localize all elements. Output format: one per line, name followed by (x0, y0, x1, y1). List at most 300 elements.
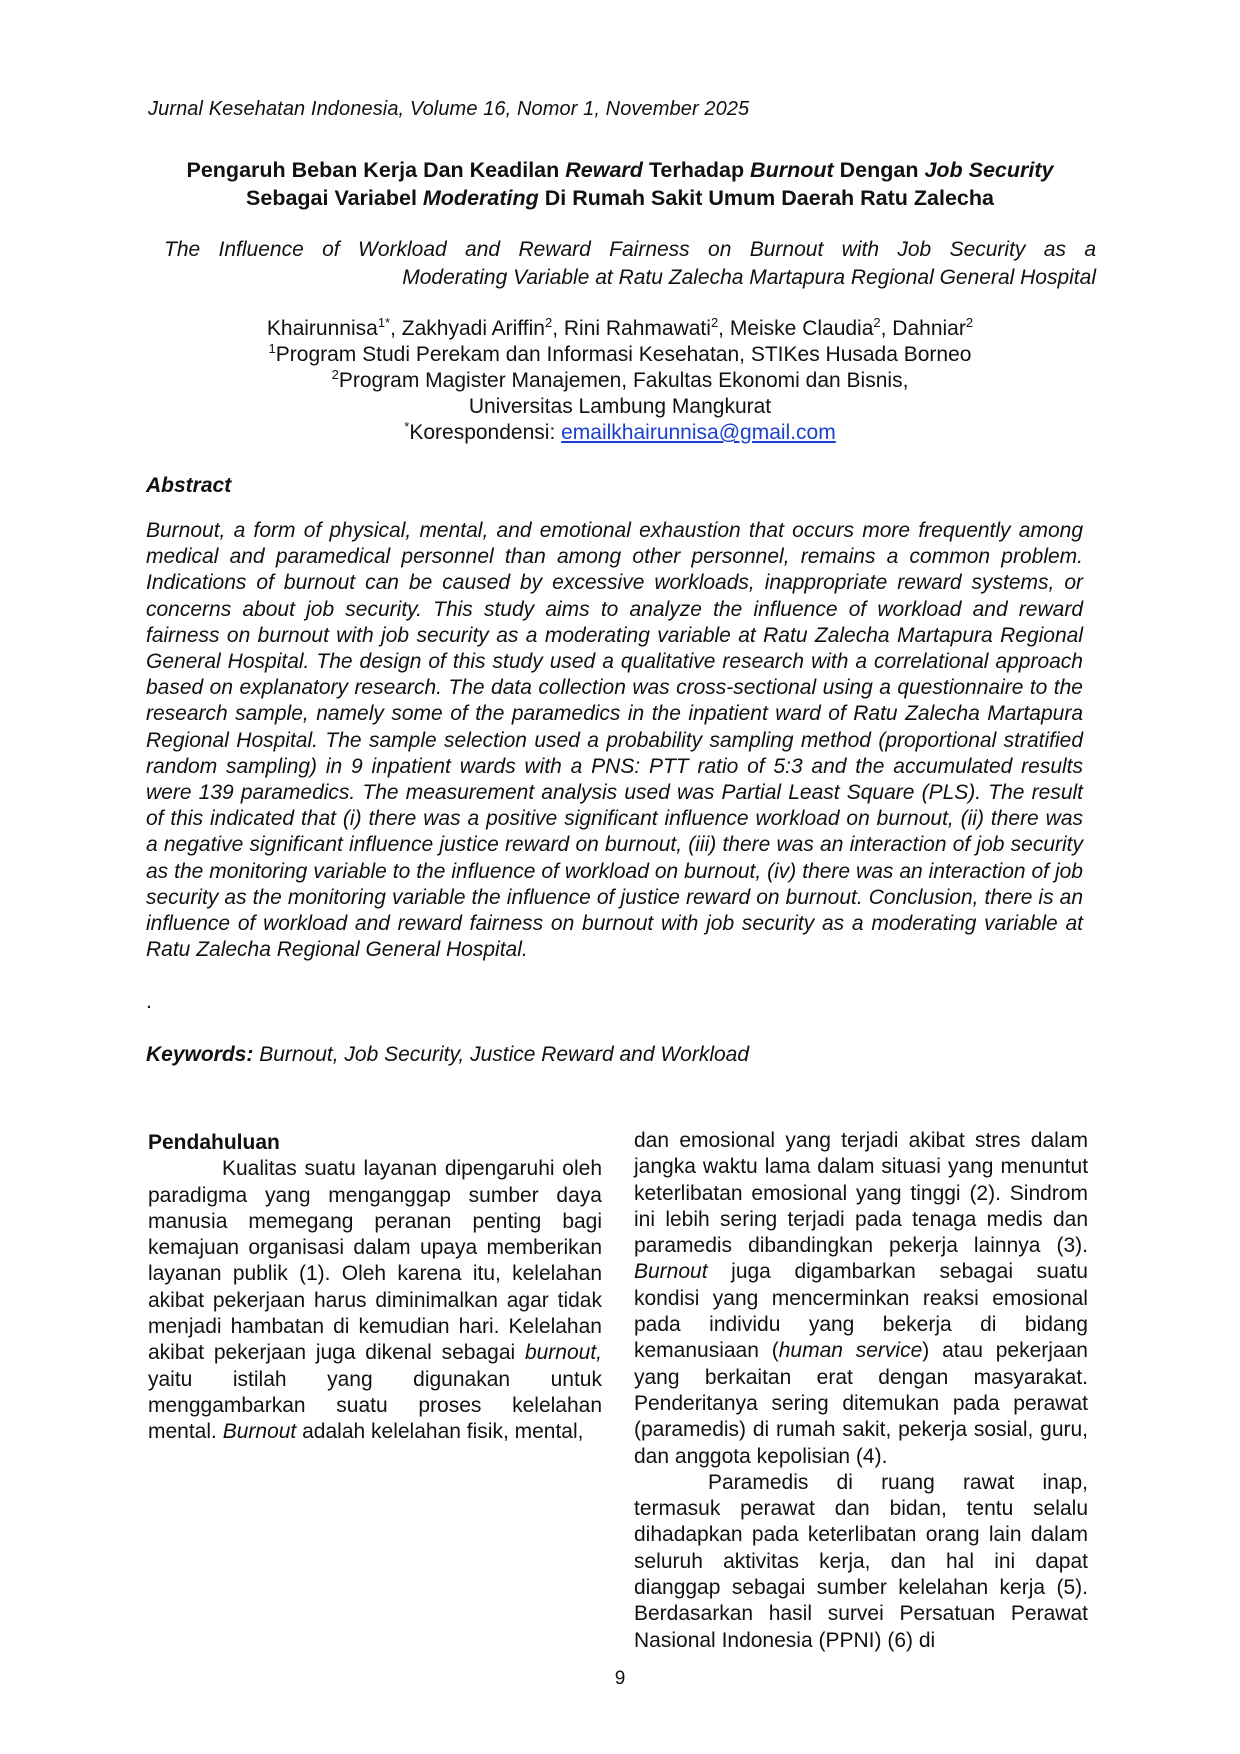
word: ini (994, 1549, 1016, 1573)
word (306, 1341, 316, 1364)
word (758, 1287, 771, 1310)
word (204, 1341, 214, 1364)
author-superscript: 2 (965, 315, 974, 330)
word: perawat (1013, 1391, 1088, 1415)
word (288, 1262, 299, 1285)
word (871, 1550, 891, 1573)
word: harus (313, 1288, 367, 1312)
word (941, 1155, 948, 1178)
word (501, 1262, 512, 1285)
word (996, 1313, 1024, 1336)
word (1040, 1234, 1056, 1257)
word: sumber (468, 1183, 539, 1207)
word: yang (712, 1286, 759, 1310)
word: stres (974, 1129, 1021, 1152)
word (720, 1576, 731, 1599)
word (935, 1471, 963, 1494)
word: untuk (550, 1367, 602, 1391)
word: juga (731, 1260, 771, 1284)
word (759, 1339, 772, 1362)
word (967, 1418, 974, 1441)
word: Indonesia (721, 1628, 813, 1652)
affiliation-superscript: 1 (268, 341, 276, 356)
word (388, 1394, 419, 1417)
word: Paramedis (708, 1470, 809, 1494)
word (720, 1497, 740, 1520)
correspondence (200, 420, 1040, 446)
intro-paragraph-2-continued (634, 1470, 1088, 1654)
word: individu (709, 1313, 781, 1337)
word: Kelelahan (508, 1315, 602, 1339)
word: organisasi (248, 1236, 345, 1260)
word: kemanusiaan (634, 1339, 759, 1363)
word (499, 1315, 508, 1338)
word (853, 1471, 881, 1494)
word: diminimalkan (375, 1288, 498, 1312)
word (917, 1523, 926, 1546)
author-name: , Zakhyadi Ariffin (390, 317, 545, 340)
word (777, 1208, 787, 1231)
word (227, 1210, 248, 1233)
word: dan (634, 1129, 670, 1152)
word: dalam (1030, 1523, 1089, 1547)
word (884, 1602, 900, 1625)
affiliation-text: Program Magister Manajemen, Fakultas Ekonomi dan Bisnis, (338, 369, 909, 392)
word (1001, 1182, 1010, 1205)
word: karena (397, 1262, 462, 1286)
word: pekerja (898, 1418, 968, 1442)
section-heading-pendahuluan: Pendahuluan (148, 1131, 280, 1154)
title-part: Terhadap (642, 158, 751, 182)
author-block (200, 316, 1040, 446)
affiliation-2-university: Universitas Lambung Mangkurat (468, 395, 772, 418)
word: atau (942, 1339, 983, 1363)
author-superscript: 1* (377, 315, 391, 330)
word: pada (751, 1523, 799, 1547)
word (799, 1523, 808, 1546)
word: manusia (148, 1209, 228, 1233)
word (980, 1523, 989, 1546)
word (1045, 1576, 1056, 1599)
word: human (778, 1339, 843, 1363)
body-column-left (148, 1130, 602, 1446)
word (947, 1497, 967, 1520)
word: di (333, 1315, 350, 1339)
word (462, 1262, 473, 1285)
word: kelelahan (898, 1576, 989, 1600)
word (909, 1287, 922, 1310)
word: ditemukan (842, 1391, 940, 1415)
word: pekerjaan (213, 1341, 307, 1365)
word: layanan (148, 1262, 222, 1286)
word (680, 1366, 705, 1389)
word: Kualitas (222, 1157, 297, 1181)
word: (5). (1056, 1576, 1088, 1600)
word: Oleh (341, 1262, 387, 1286)
word: memberikan (486, 1236, 603, 1260)
word: paradigma (148, 1183, 248, 1207)
word: ini (634, 1207, 656, 1231)
word (373, 1368, 414, 1391)
english-title (164, 236, 1096, 292)
word (873, 1234, 889, 1257)
word: paramedis (634, 1234, 733, 1258)
word: di (752, 1418, 770, 1442)
word: emosional (751, 1181, 848, 1205)
word (239, 1236, 248, 1259)
word (758, 1392, 772, 1415)
word: agar (506, 1288, 549, 1312)
word: bekerja (882, 1313, 952, 1337)
word: peranan (374, 1209, 452, 1233)
word: (3). (1056, 1234, 1088, 1258)
word: orang (925, 1523, 980, 1547)
word: dalam (817, 1155, 875, 1179)
word (222, 1315, 231, 1338)
word: kondisi (634, 1286, 700, 1310)
word (681, 1313, 709, 1336)
word (311, 1184, 329, 1207)
word: adalah (302, 1420, 366, 1444)
word: ) (922, 1339, 930, 1363)
word (247, 1184, 265, 1207)
word (669, 1129, 679, 1152)
word: situasi (881, 1155, 941, 1179)
word: (4). (855, 1444, 888, 1468)
word (843, 1339, 856, 1362)
correspondence-label: Korespondensi: (409, 421, 562, 444)
word (287, 1368, 328, 1391)
word: yaitu (148, 1367, 193, 1391)
title-emphasis: Burnout (750, 158, 834, 182)
word: ruang (881, 1470, 935, 1494)
word: layanan (363, 1157, 438, 1181)
affiliation-text: Program Studi Perekam dan Informasi Kesehatan, STIKes Husada Borneo (275, 343, 972, 366)
body-column-right (634, 1128, 1088, 1654)
word: Penderitanya (634, 1391, 758, 1415)
word: Perawat (1010, 1602, 1088, 1626)
word: selalu (1033, 1497, 1088, 1521)
word: suatu (336, 1393, 388, 1417)
word (549, 1289, 558, 1312)
word (353, 1210, 374, 1233)
word: bidang (1024, 1313, 1088, 1337)
word (411, 1236, 420, 1259)
word: dan (1052, 1207, 1089, 1231)
english-title-line-2: Moderating Variable at Ratu Zalecha Martapura Regional General Hospital (402, 266, 1096, 289)
word: Sindrom (1009, 1181, 1088, 1205)
word (1014, 1471, 1042, 1494)
word (902, 1208, 912, 1231)
word: dan (834, 1497, 870, 1521)
page-number: 9 (614, 1668, 626, 1689)
word: burnout, (524, 1341, 602, 1365)
word: (2). (969, 1181, 1001, 1205)
word (696, 1155, 703, 1178)
author-name: , Meiske Claudia (718, 317, 874, 340)
word: hal (945, 1549, 974, 1573)
word (995, 1602, 1011, 1625)
word (498, 1289, 507, 1312)
author-list (200, 316, 1040, 342)
word (870, 1497, 890, 1520)
word: yang (264, 1183, 311, 1207)
word: medis (986, 1207, 1043, 1231)
word: reaksi (922, 1286, 979, 1310)
word (204, 1289, 213, 1312)
word: menganggap (328, 1183, 451, 1207)
word: kemudian (358, 1315, 450, 1339)
english-title-line-1: The Influence of Workload and Reward Fairness on Burnout with Job Security as a (164, 238, 1096, 261)
intro-paragraph-1 (148, 1156, 602, 1445)
word (703, 1550, 723, 1573)
word: yang (785, 1129, 831, 1152)
word (746, 1418, 753, 1441)
word: kelelahan (512, 1393, 603, 1417)
word (916, 1260, 940, 1283)
affiliation-superscript: 2 (331, 367, 339, 382)
paper-title (180, 156, 1060, 212)
word: dengan (878, 1365, 949, 1389)
word (854, 1313, 882, 1336)
word: tinggi (910, 1181, 961, 1205)
word: tentu (966, 1497, 1014, 1521)
word (939, 1392, 953, 1415)
word: keterlibatan (634, 1181, 743, 1205)
journal-header: Jurnal Kesehatan Indonesia, Volume 16, Nomor 1, November 2025 (148, 98, 750, 120)
word: erat (816, 1365, 853, 1389)
word: tidak (557, 1288, 602, 1312)
word: proses (418, 1393, 482, 1417)
word (775, 1129, 785, 1152)
word: emosional (992, 1286, 1088, 1310)
word (655, 1208, 665, 1231)
word: pada (952, 1391, 1000, 1415)
word: kerja (999, 1576, 1046, 1600)
word: hambatan (230, 1315, 325, 1339)
word: keterlibatan (807, 1523, 917, 1547)
word: oleh (562, 1157, 602, 1181)
title-emphasis: Reward (565, 158, 643, 182)
word (515, 1341, 525, 1364)
word: di (836, 1470, 853, 1494)
word (780, 1313, 808, 1336)
word (481, 1394, 512, 1417)
word (222, 1262, 233, 1285)
word (305, 1289, 314, 1312)
word (450, 1315, 459, 1338)
keywords-label: Keywords: (146, 1043, 254, 1066)
word: seluruh (634, 1549, 703, 1573)
keywords-text: Burnout, Job Security, Justice Reward and Workload (253, 1043, 750, 1066)
word: ( (771, 1339, 779, 1363)
word: yang (856, 1181, 902, 1205)
word (898, 1129, 908, 1152)
word: memegang (248, 1209, 354, 1233)
word: itu, (472, 1262, 501, 1286)
word: mental. (148, 1420, 217, 1444)
word (799, 1550, 819, 1573)
word: yang (634, 1365, 680, 1389)
word: tenaga (912, 1207, 977, 1231)
word: (PPNI) (818, 1628, 882, 1652)
word (791, 1366, 816, 1389)
word: aktivitas (723, 1549, 799, 1573)
word: pekerja (889, 1234, 958, 1258)
abstract-text: Burnout, a form of physical, mental, and emotional exhaustion that occurs more frequently among medical and paramedical personnel than among other personnel, remains a common problem. Indications of burnout can be caused by excessive workloads, inappropriate reward systems, or concerns about job security. This study aims to analyze the influence of workload and reward fairness on burnout with job security as a moderating variable at Ratu Zalecha Martapura Regional General Hospital. The design of this study used a qualitative research with a correlational approach based on explanatory research. The data collection was cross-sectional using a questionnaire to the research sample, namely some of the paramedics in the inpatient ward of Ratu Zalecha Martapura Regional Hospital. The sample selection used a probability sampling method (proportional stratified random sampling) in 9 inpatient wards with a PNS: PTT ratio of 5:3 and the accumulated results were 139 paramedics. The measurement analysis used was Partial Least Square (PLS). The result of this indicated that (i) there was a positive significant influence workload on burnout, (ii) there was a negative significant influence justice reward on burnout, (iii) there was an interaction of job security as the monitoring variable to the influence of workload on burnout, (iv) there was an interaction of job security as the monitoring variable the influence of justice reward on burnout. Conclusion, there is an influence of workload and reward fairness on burnout with job security as a moderating variable at Ratu Zalecha Regional General Hospital. (146, 519, 1083, 962)
word: (1). (298, 1262, 331, 1286)
word (192, 1368, 233, 1391)
word: kemajuan (148, 1236, 240, 1260)
word: lama (764, 1155, 811, 1179)
word: berkaitan (704, 1365, 792, 1389)
word (437, 1157, 445, 1180)
word (769, 1418, 776, 1441)
word: akibat (908, 1129, 965, 1152)
word (743, 1523, 752, 1546)
word: yang (808, 1313, 855, 1337)
word: perawat (740, 1497, 815, 1521)
word (887, 1576, 898, 1599)
word (1000, 1392, 1014, 1415)
word: sakit, (842, 1418, 892, 1442)
word (958, 1234, 974, 1257)
word: jangka (634, 1155, 696, 1179)
word: kerja, (819, 1549, 871, 1573)
word: guru, (1040, 1418, 1089, 1442)
word (753, 1602, 769, 1625)
word: Burnout (222, 1420, 297, 1444)
word: pekerjaan (212, 1288, 306, 1312)
word: hari. (458, 1315, 500, 1339)
word: (paramedis) (634, 1418, 747, 1442)
word: dan (634, 1444, 670, 1468)
word (539, 1184, 557, 1207)
email-link[interactable]: emailkhairunnisa@gmail.com (561, 421, 836, 444)
title-emphasis: Job Security (924, 158, 1054, 182)
word: suatu (304, 1157, 356, 1181)
author-superscript: 2 (544, 315, 553, 330)
word: penting (472, 1209, 542, 1233)
word: sosial, (973, 1418, 1034, 1442)
title-part: Dengan (833, 158, 925, 182)
word: mental, (514, 1420, 584, 1444)
word (808, 1471, 836, 1494)
word: kelelahan (371, 1420, 461, 1444)
word (979, 1287, 992, 1310)
word (952, 1313, 980, 1336)
word (983, 1339, 996, 1362)
author-superscript: 2 (710, 315, 719, 330)
word: terjadi (841, 1129, 899, 1152)
title-emphasis: Moderating (422, 186, 539, 210)
title-part: Pengaruh Beban Kerja Dan Keadilan (186, 158, 566, 182)
word (510, 1368, 551, 1391)
word (829, 1392, 843, 1415)
word: menuntut (1000, 1155, 1089, 1179)
word (1022, 1523, 1031, 1546)
word: lain (988, 1523, 1022, 1547)
word: dibandingkan (748, 1234, 874, 1258)
word (965, 1129, 975, 1152)
word: waktu (702, 1155, 758, 1179)
word: dan (890, 1549, 926, 1573)
word: service (855, 1339, 923, 1363)
word (988, 1576, 999, 1599)
word: termasuk (634, 1497, 721, 1521)
word (356, 1157, 364, 1180)
word (812, 1602, 828, 1625)
word (541, 1210, 562, 1233)
word (330, 1262, 341, 1285)
word: di (980, 1313, 997, 1337)
word: akibat (148, 1288, 205, 1312)
word: menjadi (148, 1315, 222, 1339)
word: istilah (232, 1367, 287, 1391)
word: sumber (816, 1576, 887, 1600)
word: inap, (1042, 1470, 1088, 1494)
word: rawat (962, 1470, 1015, 1494)
word: kepolisian (756, 1444, 851, 1468)
title-part: Sebagai Variabel (246, 186, 423, 210)
word: juga (315, 1341, 356, 1365)
word (1021, 1129, 1031, 1152)
word: dalam (353, 1236, 411, 1260)
word (976, 1208, 986, 1231)
word: bidan, (889, 1497, 947, 1521)
word: dapat (1035, 1549, 1088, 1573)
word: menggambarkan (148, 1393, 306, 1417)
word: Burnout (634, 1260, 708, 1284)
word: sering (720, 1207, 778, 1231)
word: sebagai (441, 1341, 516, 1365)
word (349, 1315, 358, 1338)
word (1015, 1550, 1035, 1573)
word: upaya (419, 1236, 478, 1260)
word (771, 1260, 795, 1283)
word (929, 1339, 942, 1362)
word (451, 1184, 469, 1207)
word: pekerjaan (995, 1339, 1088, 1363)
word (948, 1366, 973, 1389)
word: akibat (148, 1341, 205, 1365)
word (815, 1497, 835, 1520)
word (708, 1260, 732, 1283)
word (1013, 1260, 1037, 1283)
word: yang (327, 1367, 373, 1391)
word: terjadi (787, 1207, 845, 1231)
word: di (918, 1628, 936, 1652)
affiliation-1 (200, 342, 1040, 368)
intro-paragraph-1-continued (634, 1128, 1088, 1470)
word: kelelahan (512, 1262, 603, 1286)
word: bagi (562, 1209, 603, 1233)
word: sebagai (731, 1576, 806, 1600)
word: yang (947, 1155, 994, 1179)
keywords (146, 1043, 749, 1067)
abstract-trailing-dot: . (146, 990, 152, 1013)
word (758, 1155, 765, 1178)
word (306, 1394, 337, 1417)
abstract-heading: Abstract (146, 474, 232, 497)
word (386, 1262, 397, 1285)
word: lainnya (973, 1234, 1041, 1258)
word: Nasional (634, 1628, 716, 1652)
word: suatu (1036, 1260, 1088, 1284)
word: lebih (665, 1207, 710, 1231)
correspondence-superscript: * (404, 419, 410, 434)
word: digunakan (413, 1367, 511, 1391)
